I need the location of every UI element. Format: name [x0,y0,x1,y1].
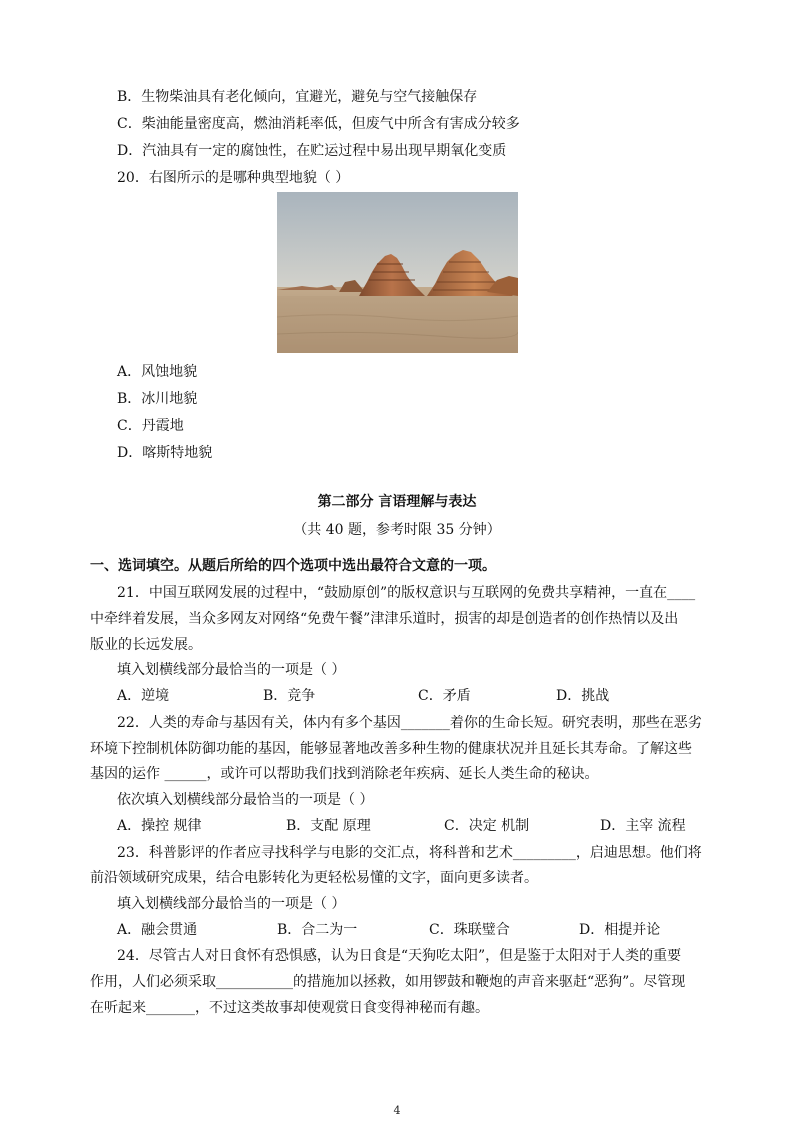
q22-option-a: A．操控 规律 [117,818,202,834]
q20-option-c: C．丹霞地 [117,418,184,434]
page-number: 4 [393,1104,401,1117]
q22-line-2: 环境下控制机体防御功能的基因，能够显著地改善多种生物的健康状况并且延长其寿命。了解这些 [90,741,692,757]
q23-option-b: B．合二为一 [277,922,358,938]
part2-title: 第二部分 言语理解与表达 [317,494,477,510]
q20-option-b: B．冰川地貌 [117,391,198,407]
q22-prompt: 依次填入划横线部分最恰当的一项是（ ） [117,792,374,808]
q21-line-2: 中牵绊着发展，当众多网友对网络“免费午餐”津津乐道时，损害的却是创造者的创作热情以及出 [90,611,679,627]
q20-stem: 20．右图所示的是哪种典型地貌（ ） [117,170,350,186]
q19-option-d: D．汽油具有一定的腐蚀性，在贮运过程中易出现早期氧化变质 [117,143,507,159]
q22-line-3: 基因的运作 ______，或许可以帮助我们找到消除老年疾病、延长人类生命的秘诀。 [90,766,599,782]
landform-photo [277,192,518,353]
q21-prompt: 填入划横线部分最恰当的一项是（ ） [117,662,346,678]
q23-line-2: 前沿领域研究成果，结合电影转化为更轻松易懂的文字，面向更多读者。 [90,870,538,886]
q21-line-3: 版业的长远发展。 [90,637,202,653]
q23-prompt: 填入划横线部分最恰当的一项是（ ） [117,896,346,912]
q24-line-2: 作用，人们必须采取___________的措施加以拯救，如用锣鼓和鞭炮的声音来驱赶“恶狗”。尽管现 [90,974,686,990]
section1-heading: 一、选词填空。从题后所给的四个选项中选出最符合文意的一项。 [90,558,496,574]
q24-line-1: 24．尽管古人对日食怀有恐惧感，认为日食是“天狗吃太阳”，但是鉴于太阳对于人类的重要 [117,948,682,964]
q22-option-b: B．支配 原理 [286,818,371,834]
q21-option-a: A．逆境 [117,688,170,704]
q21-option-c: C．矛盾 [418,688,471,704]
part2-subtitle: （共 40 题，参考时限 35 分钟） [293,522,501,538]
q22-option-d: D．主宰 流程 [600,818,686,834]
q23-option-d: D．相提并论 [579,922,661,938]
q23-option-c: C．珠联璧合 [429,922,510,938]
q21-line-1: 21．中国互联网发展的过程中，“鼓励原创”的版权意识与互联网的免费共享精神，一直在____ [117,585,696,601]
q20-option-a: A．风蚀地貌 [117,364,198,380]
q19-option-c: C．柴油能量密度高，燃油消耗率低，但废气中所含有害成分较多 [117,116,520,132]
q24-line-3: 在听起来_______，不过这类故事却使观赏日食变得神秘而有趣。 [90,1000,489,1016]
q22-line-1: 22．人类的寿命与基因有关，体内有多个基因_______着你的生命长短。研究表明，那些在恶劣 [117,715,702,731]
q21-option-d: D．挑战 [556,688,610,704]
wind-eroded-landform-image [277,192,518,353]
q23-line-1: 23．科普影评的作者应寻找科学与电影的交汇点，将科普和艺术_________，启迪思想。他们将 [117,845,702,861]
q21-option-b: B．竞争 [263,688,316,704]
q23-option-a: A．融会贯通 [117,922,198,938]
q22-option-c: C．决定 机制 [444,818,530,834]
q19-option-b: B．生物柴油具有老化倾向，宜避光，避免与空气接触保存 [117,89,478,105]
q20-option-d: D．喀斯特地貌 [117,445,213,461]
